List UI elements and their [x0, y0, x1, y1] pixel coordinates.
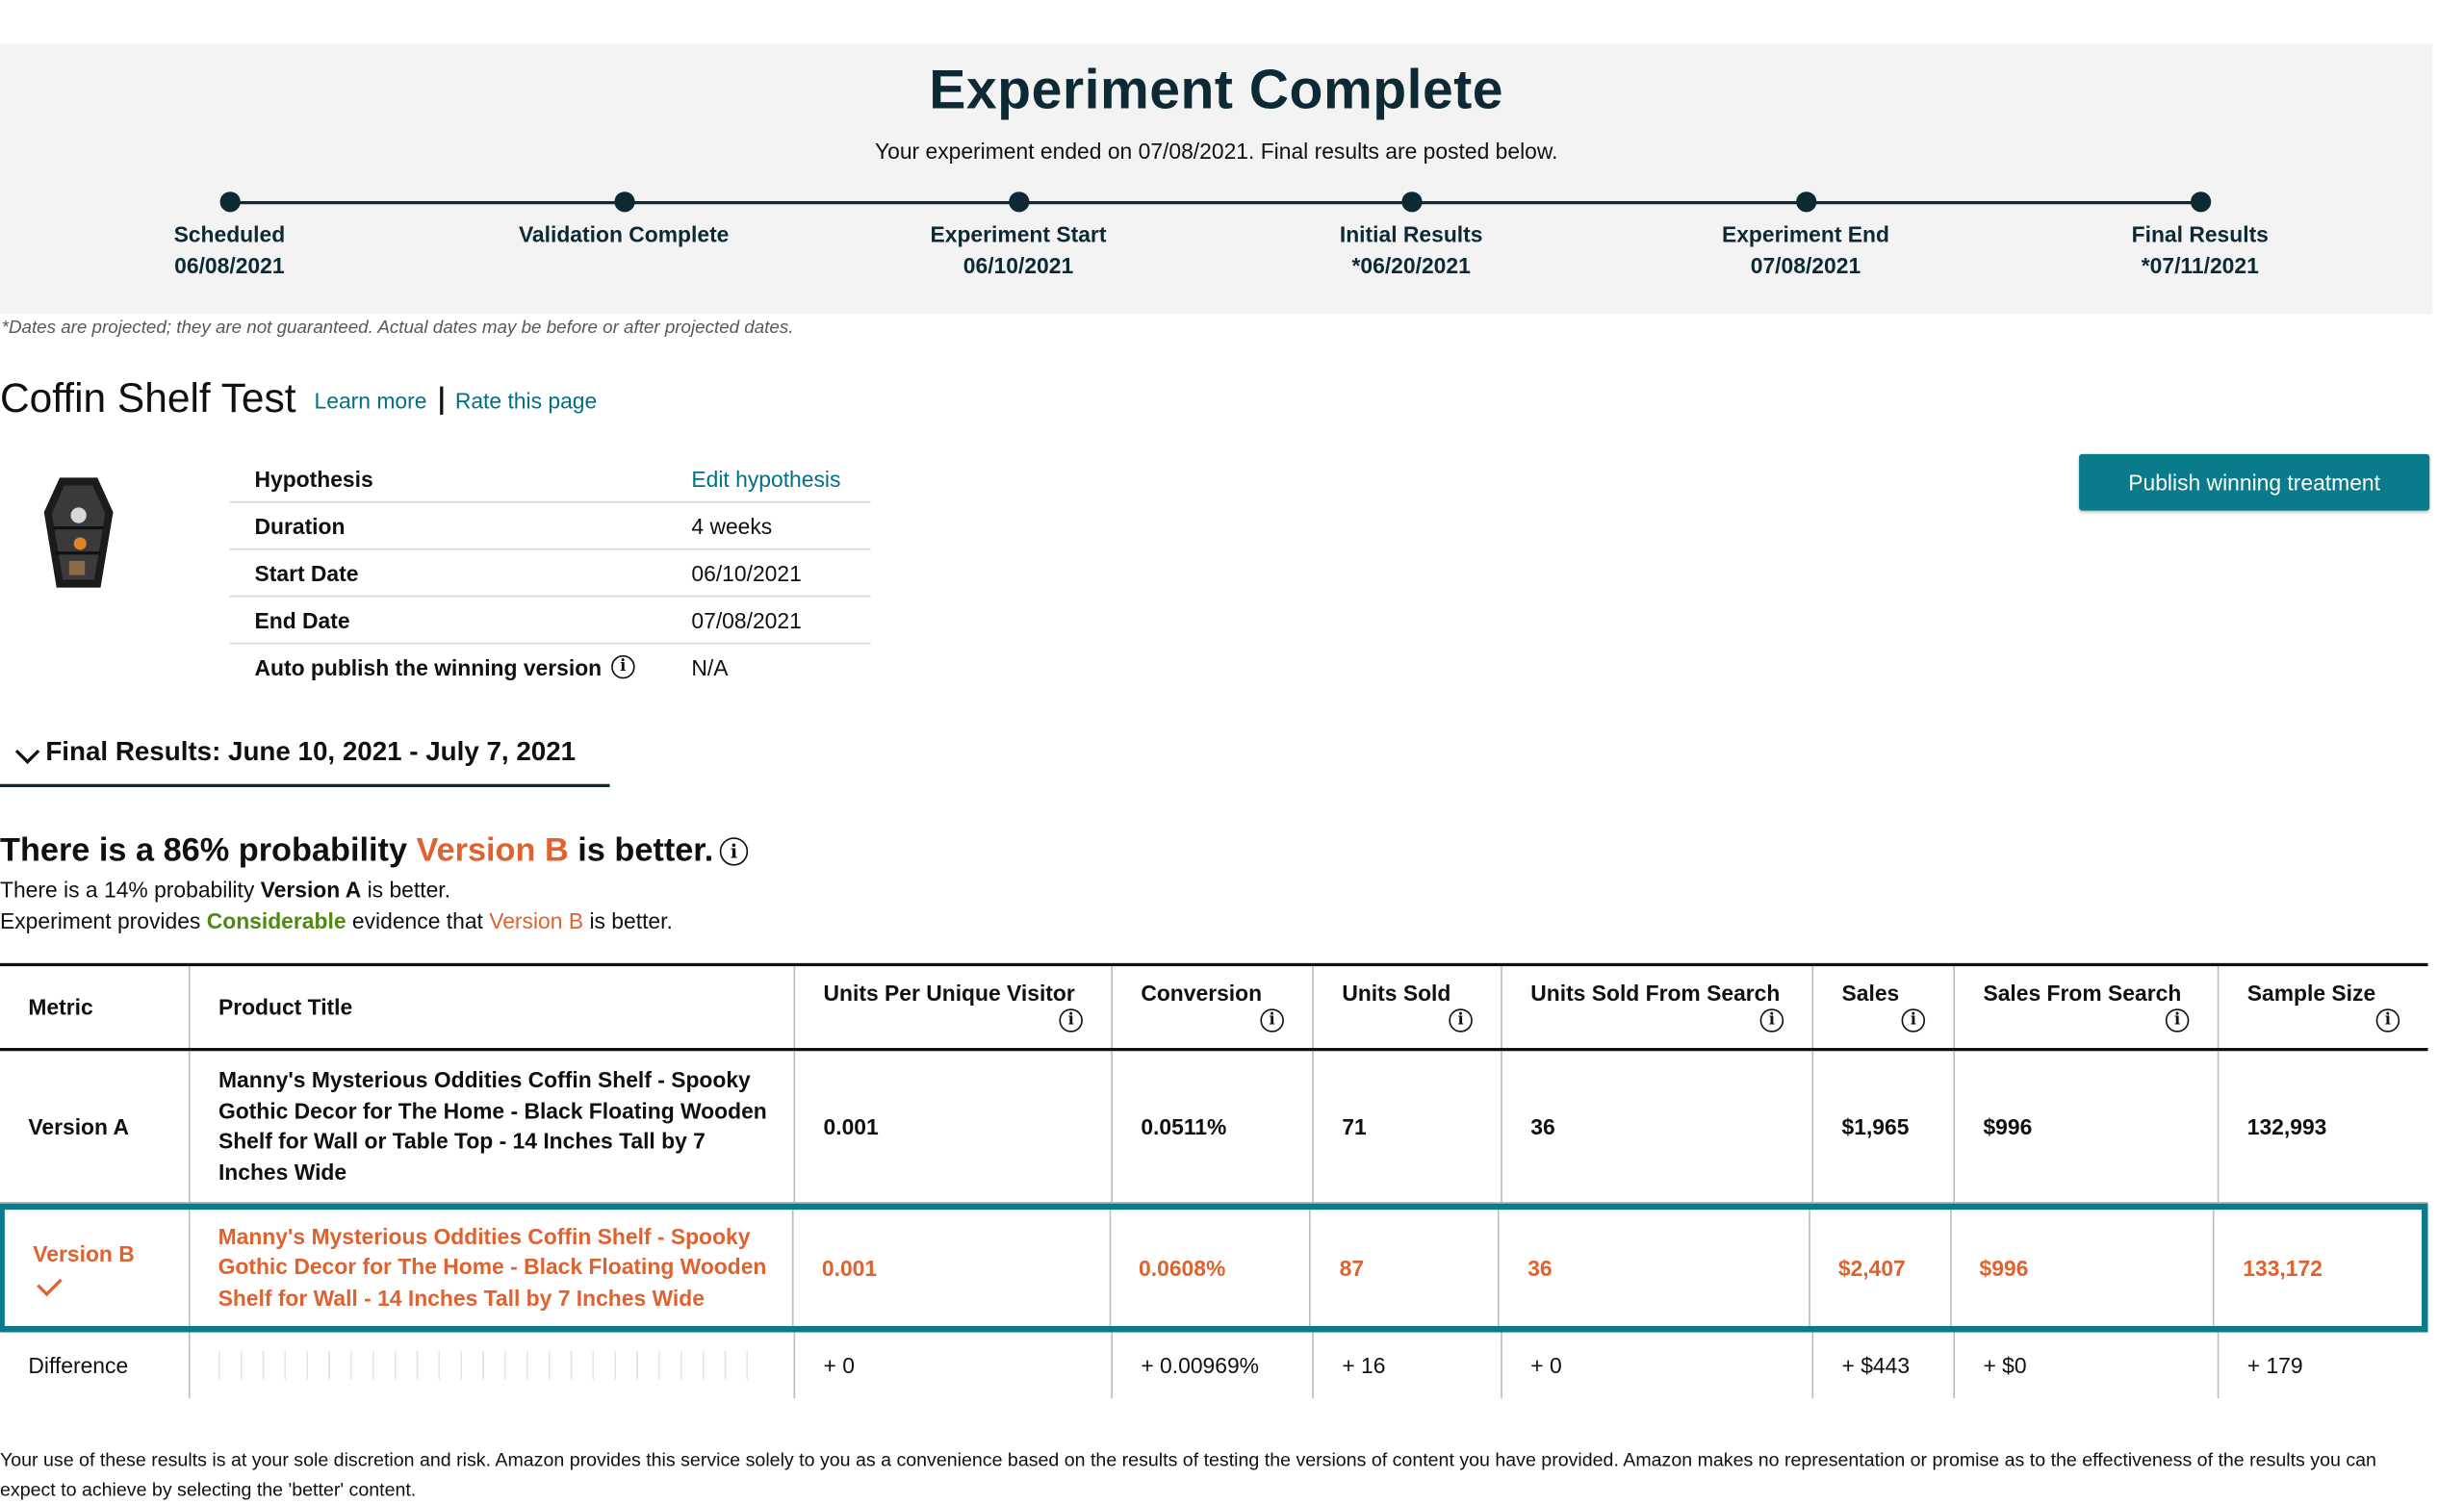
headline-text-end: is better. [578, 832, 714, 869]
checkmark-icon [37, 1271, 63, 1297]
details-label-with-info [229, 654, 691, 679]
column-header: Sales [1841, 980, 1900, 1006]
sample-cell: 133,172 [2243, 1255, 2323, 1281]
details-value: 07/08/2021 [691, 607, 802, 633]
info-circle-icon[interactable]: i [1449, 1008, 1472, 1032]
column-header: Units Sold [1342, 980, 1451, 1006]
timeline-note: *Dates are projected; they are not guaranteed. Actual dates may be before or after projected dates. [1, 319, 794, 339]
details-value: 06/10/2021 [691, 560, 802, 586]
timeline-date: *07/11/2021 [2141, 252, 2259, 278]
details-label: Start Date [254, 560, 359, 586]
metric-label: Version B [33, 1240, 135, 1266]
info-circle-icon[interactable]: i [2376, 1008, 2400, 1032]
final-results-expander[interactable] [0, 729, 609, 787]
metric-cell: Difference [0, 1333, 191, 1399]
metric-cell [5, 1210, 190, 1326]
column-header: Metric [0, 966, 191, 1048]
product-title-cell: Manny's Mysterious Oddities Coffin Shelf - Spooky Gothic Decor for The Home - Black Floating Wooden Shelf for Wall or Table Top - 14 Inches Tall by 7 Inches Wide [191, 1051, 796, 1202]
placeholder-fill [218, 1351, 753, 1379]
summary-text: Experiment provides [0, 907, 207, 933]
details-row-auto-publish [229, 644, 870, 689]
results-table [0, 963, 2428, 1398]
column-header-sales [1813, 966, 1955, 1048]
headline-winner: Version B [416, 832, 569, 869]
units-search-cell: 36 [1502, 1051, 1813, 1202]
product-title-cell: Manny's Mysterious Oddities Coffin Shelf - Spooky Gothic Decor for The Home - Black Floating Wooden Shelf for Wall - 14 Inches Tall by 7 Inches Wide [190, 1210, 793, 1326]
summary-text: is better. [583, 907, 673, 933]
summary-text: evidence that [346, 907, 490, 933]
info-circle-icon[interactable]: i [2166, 1008, 2189, 1032]
column-header-upuv [795, 966, 1113, 1048]
status-subtitle: Your experiment ended on 07/08/2021. Final results are posted below. [874, 138, 1558, 164]
link-divider [439, 387, 442, 415]
upuv-cell: 0.001 [794, 1210, 1111, 1326]
units-cell: 71 [1314, 1051, 1502, 1202]
disclaimer-text: Your use of these results is at your sole discretion and risk. Amazon provides this service solely to you as a convenience based on the results of testing the versions of content you have provided. Amazon makes no representation or promise as to the effectiveness of the results you can expect to achieve by selecting the 'better' content. [0, 1448, 2376, 1501]
timeline-dot [614, 191, 634, 212]
result-evidence [0, 908, 673, 933]
publish-winning-treatment-button[interactable]: Publish winning treatment [2079, 454, 2429, 511]
sales-search-cell: $996 [1951, 1210, 2215, 1326]
sales-cell: $2,407 [1810, 1210, 1951, 1326]
details-row-start-date [229, 549, 870, 597]
upuv-cell: + 0 [795, 1333, 1113, 1399]
timeline-label: Experiment Start [930, 221, 1107, 247]
details-value: N/A [691, 654, 729, 680]
sales-search-cell: + $0 [1955, 1333, 2219, 1399]
timeline-label: Initial Results [1339, 221, 1483, 247]
details-label: End Date [254, 607, 350, 633]
details-row-hypothesis [229, 455, 870, 502]
info-circle-icon[interactable]: i [611, 655, 634, 678]
sales-search-cell: $996 [1955, 1051, 2219, 1202]
timeline-step-start [845, 191, 1191, 281]
table-header-row [0, 966, 2428, 1051]
column-header: Conversion [1141, 980, 1263, 1006]
learn-more-link[interactable]: Learn more [314, 388, 427, 414]
header-links [315, 387, 598, 415]
column-header: Sample Size [2246, 980, 2376, 1006]
metric-cell: Version A [0, 1051, 191, 1202]
column-header: Product Title [191, 966, 796, 1048]
experiment-details [229, 455, 870, 689]
details-label: Auto publish the winning version [254, 654, 603, 680]
timeline-date: *06/20/2021 [1351, 252, 1471, 278]
info-circle-icon[interactable]: i [720, 837, 748, 865]
sales-cell: $1,965 [1813, 1051, 1955, 1202]
timeline-dot [1008, 191, 1028, 212]
timeline-step-validation [451, 191, 797, 249]
timeline-dot [2190, 191, 2210, 212]
final-results-title: Final Results: June 10, 2021 - July 7, 2021 [45, 736, 577, 767]
timeline-dot [1401, 191, 1422, 212]
table-row-version-a [0, 1051, 2428, 1203]
result-probability-a [0, 877, 450, 902]
details-row-duration [229, 502, 870, 549]
column-header-units [1314, 966, 1502, 1048]
rate-page-link[interactable]: Rate this page [454, 388, 598, 414]
result-headline [0, 832, 748, 870]
timeline-date: 07/08/2021 [1750, 252, 1861, 278]
summary-text: is better. [361, 877, 450, 903]
timeline-step-final-results [2027, 191, 2373, 281]
column-header: Units Per Unique Visitor [823, 980, 1075, 1006]
units-search-cell: + 0 [1502, 1333, 1813, 1399]
units-cell: + 16 [1314, 1333, 1502, 1399]
timeline-label: Scheduled [173, 221, 286, 247]
info-circle-icon[interactable]: i [1260, 1008, 1283, 1032]
timeline-label: Experiment End [1721, 221, 1889, 247]
timeline-step-initial-results [1239, 191, 1584, 281]
summary-text: There is a 14% probability [0, 877, 261, 903]
details-label: Duration [254, 513, 346, 539]
timeline-label: Validation Complete [518, 221, 730, 247]
sample-cell: 132,993 [2246, 1113, 2327, 1139]
product-title-cell [191, 1333, 796, 1399]
edit-hypothesis-link[interactable]: Edit hypothesis [691, 466, 841, 492]
summary-version-b: Version B [489, 907, 584, 933]
table-row-difference [0, 1333, 2428, 1399]
timeline-label: Final Results [2131, 221, 2269, 247]
evidence-level: Considerable [206, 907, 346, 933]
timeline-step-end [1632, 191, 1978, 281]
details-value: 4 weeks [691, 513, 773, 539]
timeline-date: 06/08/2021 [174, 252, 285, 278]
chevron-down-icon [15, 740, 39, 764]
info-circle-icon[interactable]: i [1902, 1008, 1925, 1032]
upuv-cell: 0.001 [795, 1051, 1113, 1202]
timeline-date: 06/10/2021 [962, 252, 1074, 278]
column-header-conversion [1113, 966, 1314, 1048]
units-cell: 87 [1311, 1210, 1500, 1326]
column-header-sample [2219, 966, 2427, 1048]
info-circle-icon[interactable]: i [1059, 1008, 1082, 1032]
column-header-sales-search [1955, 966, 2219, 1048]
experiment-name: Coffin Shelf Test [0, 373, 296, 421]
product-thumbnail-image [38, 474, 119, 591]
timeline-dot [1795, 191, 1815, 212]
units-search-cell: 36 [1500, 1210, 1810, 1326]
sample-cell: + 179 [2246, 1352, 2303, 1378]
info-circle-icon[interactable]: i [1760, 1008, 1784, 1032]
details-label: Hypothesis [254, 466, 373, 492]
conversion-cell: + 0.00969% [1113, 1333, 1314, 1399]
timeline-dot [219, 191, 240, 212]
conversion-cell: 0.0511% [1113, 1051, 1314, 1202]
sales-cell: + $443 [1813, 1333, 1955, 1399]
conversion-cell: 0.0608% [1111, 1210, 1312, 1326]
timeline-step-scheduled [57, 191, 402, 281]
details-row-end-date [229, 597, 870, 644]
summary-version-a: Version A [260, 877, 362, 903]
page-title: Experiment Complete [929, 60, 1504, 121]
column-header: Sales From Search [1983, 980, 2182, 1006]
column-header-units-search [1502, 966, 1813, 1048]
headline-text: There is a 86% probability [0, 832, 408, 869]
column-header: Units Sold From Search [1530, 980, 1781, 1006]
table-row-version-b-winner [0, 1204, 2428, 1333]
